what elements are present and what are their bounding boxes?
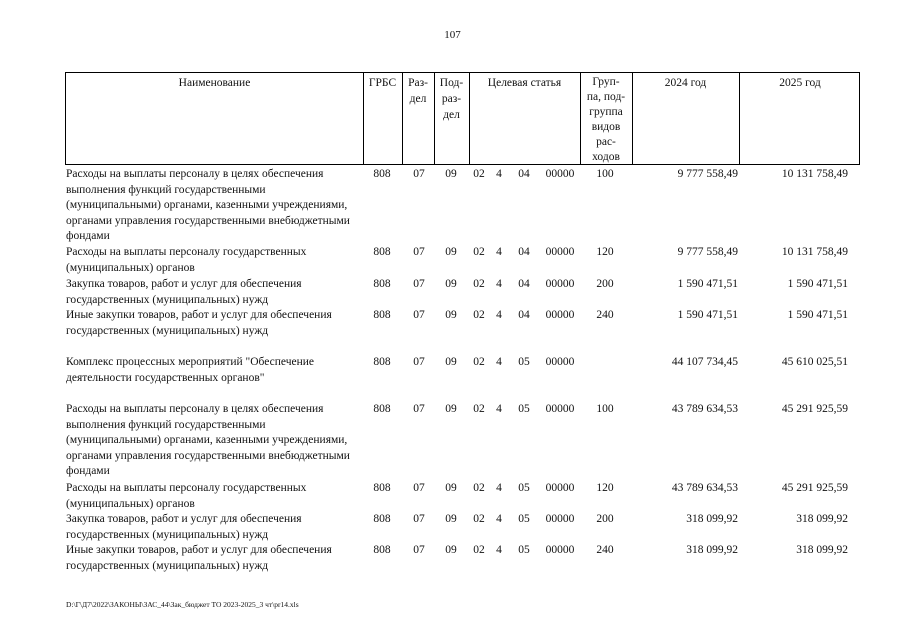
row-cs2: 4 — [496, 246, 502, 258]
row-amount-2024: 1 590 471,51 — [677, 278, 738, 290]
row-cs1: 02 — [473, 246, 485, 258]
row-vr: 240 — [596, 309, 614, 321]
row-name: Расходы на выплаты персоналу государственных (муниципальных) органов — [66, 246, 307, 274]
row-grbs: 808 — [373, 403, 391, 415]
row-cs4: 00000 — [545, 356, 575, 368]
row-cs2: 4 — [496, 513, 502, 525]
row-grbs: 808 — [373, 513, 391, 525]
row-rz: 07 — [413, 278, 425, 290]
row-rz: 07 — [413, 403, 425, 415]
row-cs2: 4 — [496, 544, 502, 556]
row-cs1: 02 — [473, 513, 485, 525]
row-vr: 200 — [596, 513, 614, 525]
row-pr: 09 — [445, 246, 457, 258]
row-grbs: 808 — [373, 246, 391, 258]
row-vr: 120 — [596, 246, 614, 258]
row-rz: 07 — [413, 513, 425, 525]
row-rz: 07 — [413, 168, 425, 180]
row-amount-2025: 45 291 925,59 — [781, 482, 848, 494]
row-amount-2024: 318 099,92 — [686, 513, 738, 525]
row-pr: 09 — [445, 356, 457, 368]
page-number: 107 — [444, 29, 461, 41]
row-grbs: 808 — [373, 309, 391, 321]
header-podrazdel: Под- раз- дел — [439, 77, 464, 122]
row-cs3: 05 — [518, 513, 530, 525]
row-name: Иные закупки товаров, работ и услуг для обеспечения государственных (муниципальных) нужд — [66, 309, 332, 337]
row-cs4: 00000 — [545, 309, 575, 321]
row-amount-2025: 318 099,92 — [796, 544, 848, 556]
row-amount-2024: 1 590 471,51 — [677, 309, 738, 321]
row-pr: 09 — [445, 278, 457, 290]
row-amount-2025: 10 131 758,49 — [781, 246, 848, 258]
row-cs1: 02 — [473, 482, 485, 494]
row-name: Иные закупки товаров, работ и услуг для обеспечения государственных (муниципальных) нужд — [66, 544, 332, 572]
row-grbs: 808 — [373, 482, 391, 494]
row-pr: 09 — [445, 513, 457, 525]
row-amount-2024: 9 777 558,49 — [677, 168, 738, 180]
row-cs1: 02 — [473, 403, 485, 415]
row-pr: 09 — [445, 168, 457, 180]
header-name: Наименование — [178, 77, 251, 89]
row-name: Расходы на выплаты персоналу государственных (муниципальных) органов — [66, 482, 307, 510]
header-expense-group: Груп- па, под- группа видов рас- ходов — [586, 76, 626, 163]
row-pr: 09 — [445, 544, 457, 556]
row-amount-2025: 318 099,92 — [796, 513, 848, 525]
row-cs2: 4 — [496, 356, 502, 368]
row-cs2: 4 — [496, 309, 502, 321]
row-vr: 200 — [596, 278, 614, 290]
row-cs1: 02 — [473, 356, 485, 368]
row-amount-2024: 44 107 734,45 — [671, 356, 738, 368]
row-amount-2025: 1 590 471,51 — [787, 278, 848, 290]
row-cs2: 4 — [496, 403, 502, 415]
row-cs4: 00000 — [545, 168, 575, 180]
row-cs4: 00000 — [545, 278, 575, 290]
row-amount-2024: 43 789 634,53 — [671, 403, 738, 415]
row-vr: 100 — [596, 168, 614, 180]
header-razdel: Раз- дел — [408, 77, 428, 106]
row-rz: 07 — [413, 356, 425, 368]
row-cs4: 00000 — [545, 513, 575, 525]
row-cs1: 02 — [473, 309, 485, 321]
header-grbs: ГРБС — [368, 77, 397, 89]
row-name: Расходы на выплаты персоналу в целях обеспечения выполнения функций государственными (муниципальными) органами, казенными учреждениями, органами управления государственными внебюджетными фондами — [66, 168, 350, 243]
row-rz: 07 — [413, 482, 425, 494]
row-name: Закупка товаров, работ и услуг для обеспечения государственных (муниципальных) нужд — [66, 278, 302, 306]
row-pr: 09 — [445, 309, 457, 321]
row-cs3: 04 — [518, 246, 530, 258]
row-cs3: 05 — [518, 356, 530, 368]
row-cs3: 04 — [518, 309, 530, 321]
row-rz: 07 — [413, 309, 425, 321]
row-cs1: 02 — [473, 278, 485, 290]
file-path-footer: D:\Г\Д7\2022\ЗАКОНЫ\ЗАС_44\Зак_бюджет ТО 2023-2025_3 чт\pr14.xls — [66, 600, 299, 609]
row-cs1: 02 — [473, 168, 485, 180]
row-cs4: 00000 — [545, 544, 575, 556]
row-amount-2025: 45 291 925,59 — [781, 403, 848, 415]
row-pr: 09 — [445, 403, 457, 415]
header-target-article: Целевая статья — [487, 77, 562, 89]
row-cs1: 02 — [473, 544, 485, 556]
row-amount-2025: 1 590 471,51 — [787, 309, 848, 321]
row-amount-2024: 318 099,92 — [686, 544, 738, 556]
table-header — [65, 72, 860, 165]
row-grbs: 808 — [373, 356, 391, 368]
row-name: Расходы на выплаты персоналу в целях обеспечения выполнения функций государственными (муниципальными) органами, казенными учреждениями, органами управления государственными внебюджетными фондами — [66, 403, 350, 478]
header-2025: 2025 год — [779, 77, 821, 89]
row-rz: 07 — [413, 246, 425, 258]
row-grbs: 808 — [373, 544, 391, 556]
row-amount-2024: 43 789 634,53 — [671, 482, 738, 494]
row-cs2: 4 — [496, 482, 502, 494]
row-vr: 240 — [596, 544, 614, 556]
row-cs2: 4 — [496, 168, 502, 180]
row-cs3: 04 — [518, 278, 530, 290]
row-rz: 07 — [413, 544, 425, 556]
row-name: Закупка товаров, работ и услуг для обеспечения государственных (муниципальных) нужд — [66, 513, 302, 541]
row-cs4: 00000 — [545, 482, 575, 494]
row-cs4: 00000 — [545, 403, 575, 415]
row-cs3: 04 — [518, 168, 530, 180]
row-amount-2025: 45 610 025,51 — [781, 356, 848, 368]
row-cs3: 05 — [518, 544, 530, 556]
row-cs4: 00000 — [545, 246, 575, 258]
row-amount-2024: 9 777 558,49 — [677, 246, 738, 258]
row-vr: 100 — [596, 403, 614, 415]
row-cs3: 05 — [518, 403, 530, 415]
row-cs3: 05 — [518, 482, 530, 494]
header-2024: 2024 год — [664, 77, 707, 89]
row-grbs: 808 — [373, 278, 391, 290]
row-grbs: 808 — [373, 168, 391, 180]
row-amount-2025: 10 131 758,49 — [781, 168, 848, 180]
row-vr: 120 — [596, 482, 614, 494]
row-cs2: 4 — [496, 278, 502, 290]
row-name: Комплекс процессных мероприятий "Обеспечение деятельности государственных органов" — [66, 356, 315, 384]
row-pr: 09 — [445, 482, 457, 494]
